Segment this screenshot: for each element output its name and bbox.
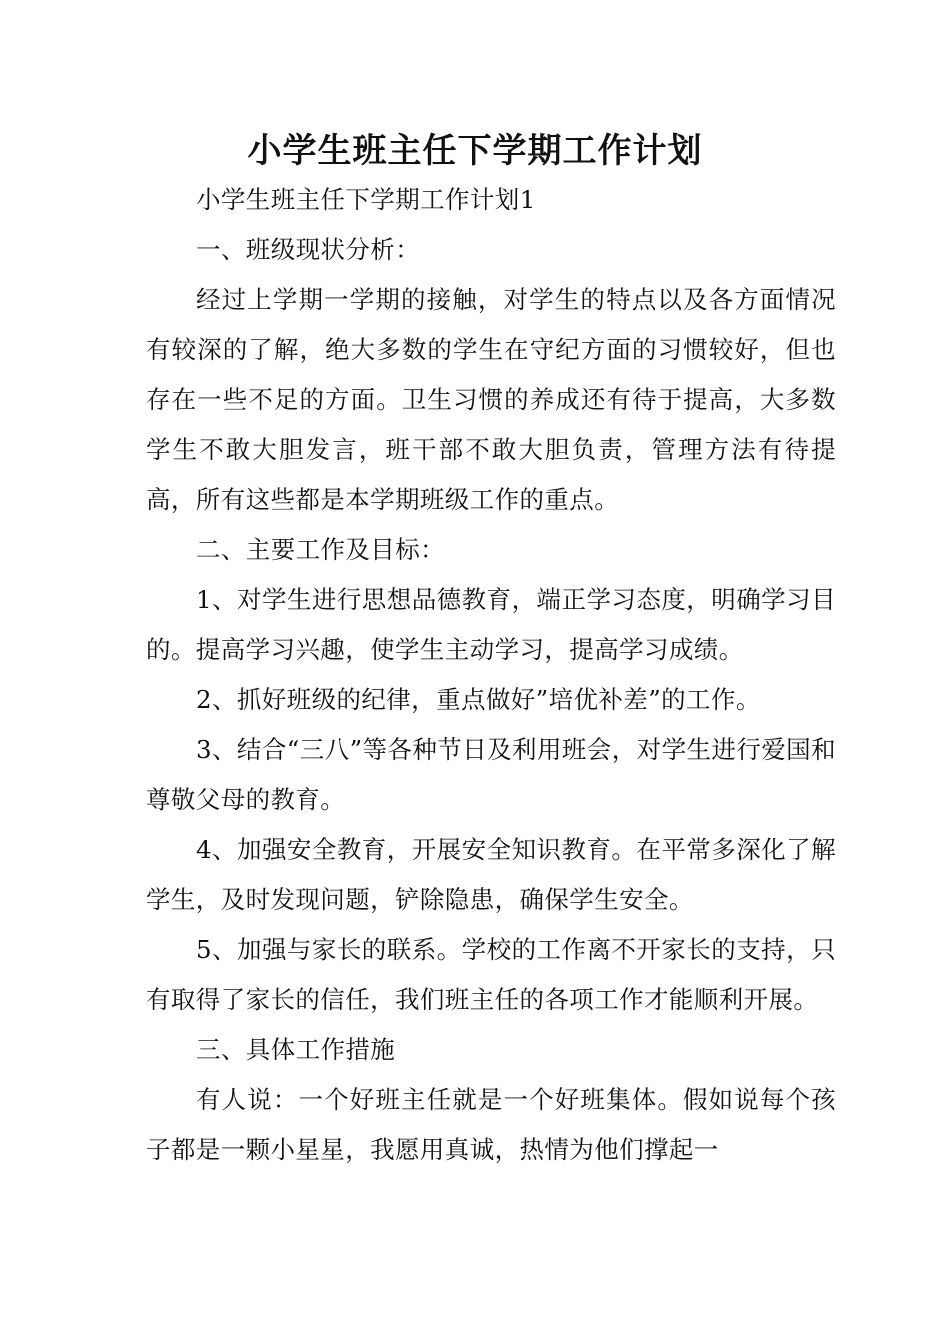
paragraph-measures: 有人说：一个好班主任就是一个好班集体。假如说每个孩子都是一颗小星星，我愿用真诚，热情为他们撑起一 [146,1085,836,1164]
document-body [146,175,836,1175]
section-heading-main-goals: 二、主要工作及目标： [196,535,445,564]
section-heading-measures: 三、具体工作措施 [196,1035,396,1064]
list-item-goal-2: 2、抓好班级的纪律，重点做好”培优补差”的工作。 [196,685,761,714]
document-title: 小学生班主任下学期工作计划 [247,131,703,171]
list-item-goal-4: 4、加强安全教育，开展安全知识教育。在平常多深化了解学生，及时发现问题，铲除隐患，确保学生安全。 [146,835,836,914]
list-item-goal-3: 3、结合“三八”等各种节日及利用班会，对学生进行爱国和尊敬父母的教育。 [146,735,836,814]
list-item-goal-5: 5、加强与家长的联系。学校的工作离不开家长的支持，只有取得了家长的信任，我们班主任的各项工作才能顺利开展。 [146,935,836,1014]
section-heading-plan-1: 小学生班主任下学期工作计划1 [196,185,536,214]
section-heading-class-analysis: 一、班级现状分析： [196,235,421,264]
list-item-goal-1: 1、对学生进行思想品德教育，端正学习态度，明确学习目的。提高学习兴趣，使学生主动学习，提高学习成绩。 [146,585,836,664]
paragraph-class-analysis: 经过上学期一学期的接触，对学生的特点以及各方面情况有较深的了解，绝大多数的学生在守纪方面的习惯较好，但也存在一些不足的方面。卫生习惯的养成还有待于提高，大多数学生不敢大胆发言，班干部不敢大胆负责，管理方法有待提高，所有这些都是本学期班级工作的重点。 [146,285,836,514]
